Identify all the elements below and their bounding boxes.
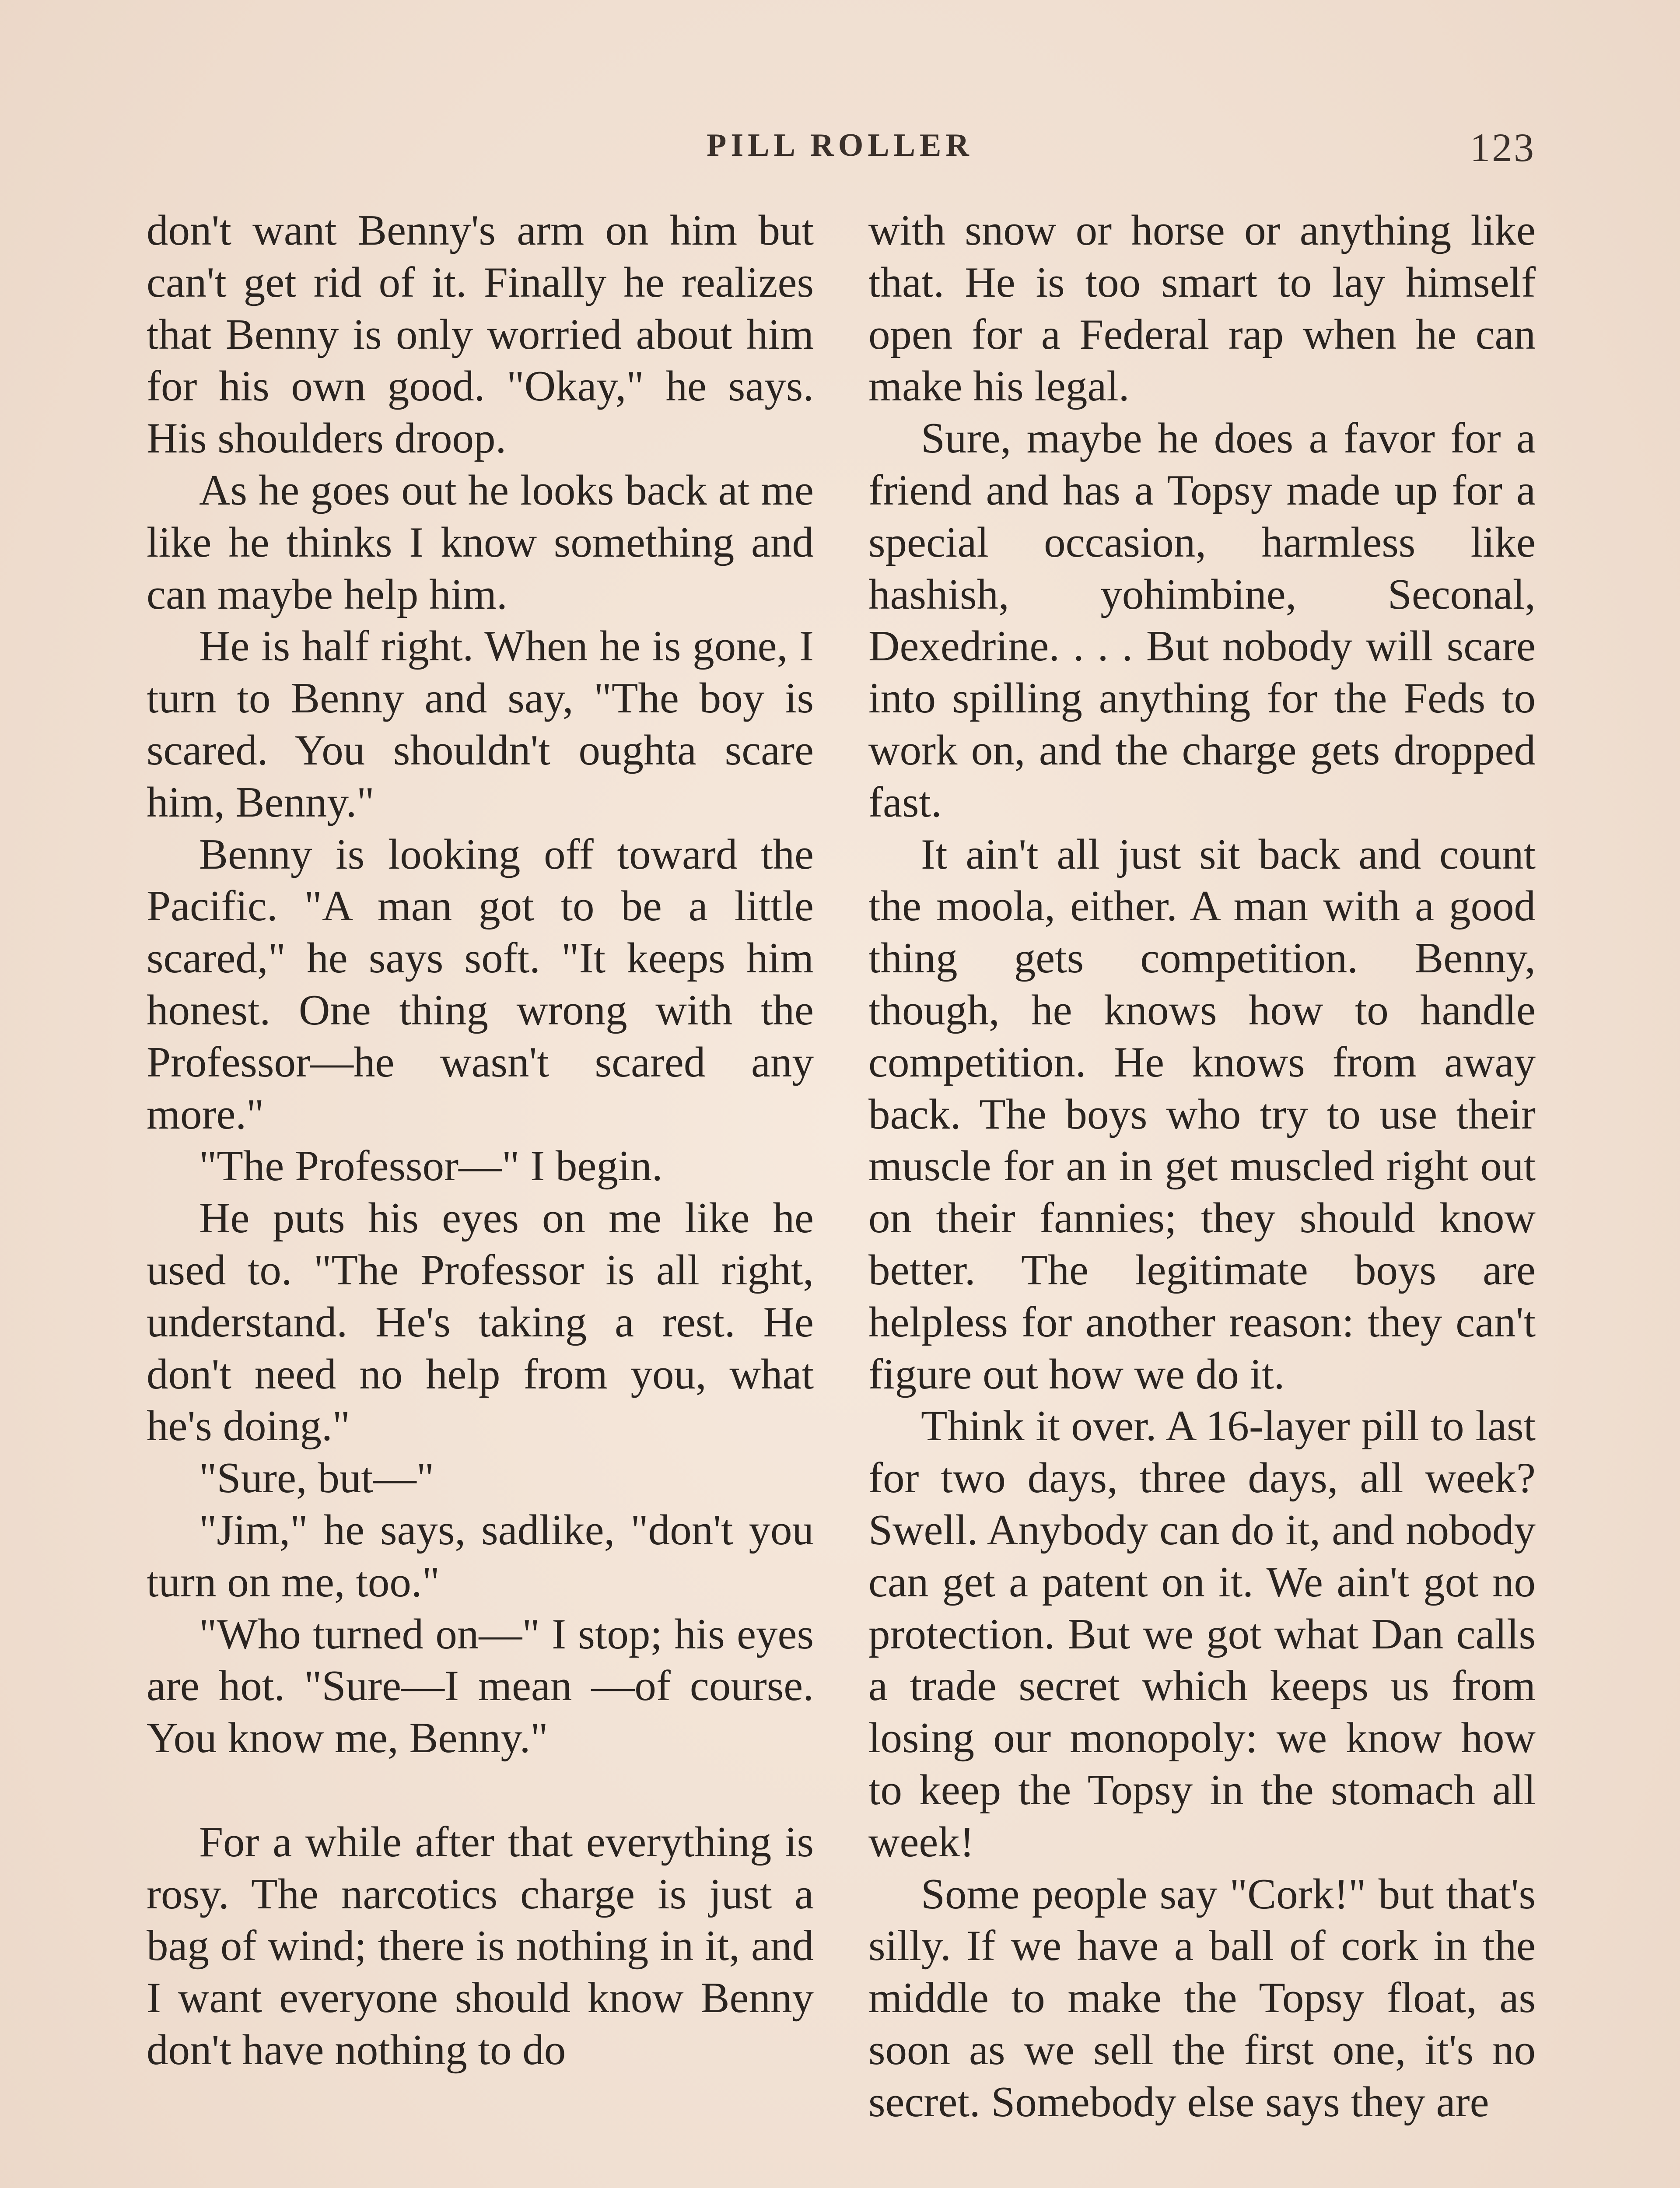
paragraph: "Sure, but—" — [199, 1454, 434, 1502]
paragraph: It ain't all just sit back and count the moola, either. A man with a good thing gets competition. Benny, though, he knows how to handle competition. He knows from away back. The boys who try to use their muscle for an in get muscled right out on their fannies; they should know better. The legitimate boys are helpless for another reason: they can't figure out how we do it. — [868, 830, 1536, 1398]
paragraph: For a while after that everything is rosy. The narcotics charge is just a bag of wind; there is nothing in it, and I want everyone should know Benny don't have nothing to do — [147, 1818, 814, 2074]
paragraph: "The Professor—" I begin. — [199, 1142, 663, 1190]
running-head: PILL ROLLER — [707, 127, 973, 163]
paragraph: "Jim," he says, sadlike, "don't you turn on me, too." — [147, 1506, 814, 1606]
right-column — [868, 205, 1536, 2128]
paragraph: with snow or horse or anything like that. He is too smart to lay himself open for a Federal rap when he can make his legal. — [868, 207, 1536, 410]
paragraph: As he goes out he looks back at me like he thinks I know something and can maybe help him. — [147, 466, 814, 618]
paragraph: "Who turned on—" I stop; his eyes are hot. "Sure—I mean —of course. You know me, Benny." — [147, 1610, 814, 1762]
paragraph: Benny is looking off toward the Pacific. "A man got to be a little scared," he says soft. "It keeps him honest. One thing wrong with the Professor—he wasn't scared any more." — [147, 830, 814, 1138]
page-number: 123 — [1470, 125, 1536, 170]
page-header — [144, 127, 1536, 179]
paragraph: Some people say "Cork!" but that's silly. If we have a ball of cork in the middle to make the Topsy float, as soon as we sell the first one, it's no secret. Somebody else says they are — [868, 1870, 1536, 2126]
paragraph: Sure, maybe he does a favor for a friend and has a Topsy made up for a special occasion, harmless like hashish, yohimbine, Seconal, Dexedrine. . . . But nobody will scare into spilling anything for the Feds to work on, and the charge gets dropped fast. — [868, 414, 1536, 826]
paragraph: Think it over. A 16-layer pill to last for two days, three days, all week? Swell. Anybody can do it, and nobody can get a patent on it. We ain't got no protection. But we got what Dan calls a trade secret which keeps us from losing our monopoly: we know how to keep the Topsy in the stomach all week! — [868, 1402, 1536, 1866]
paragraph: don't want Benny's arm on him but can't get rid of it. Finally he realizes that Benny is only worried about him for his own good. "Okay," he says. His shoulders droop. — [147, 207, 814, 463]
left-column — [147, 205, 814, 2076]
paragraph: He puts his eyes on me like he used to. "The Professor is all right, understand. He's taking a rest. He don't need no help from you, what he's doing." — [147, 1194, 814, 1450]
paragraph: He is half right. When he is gone, I turn to Benny and say, "The boy is scared. You shouldn't oughta scare him, Benny." — [147, 622, 814, 826]
